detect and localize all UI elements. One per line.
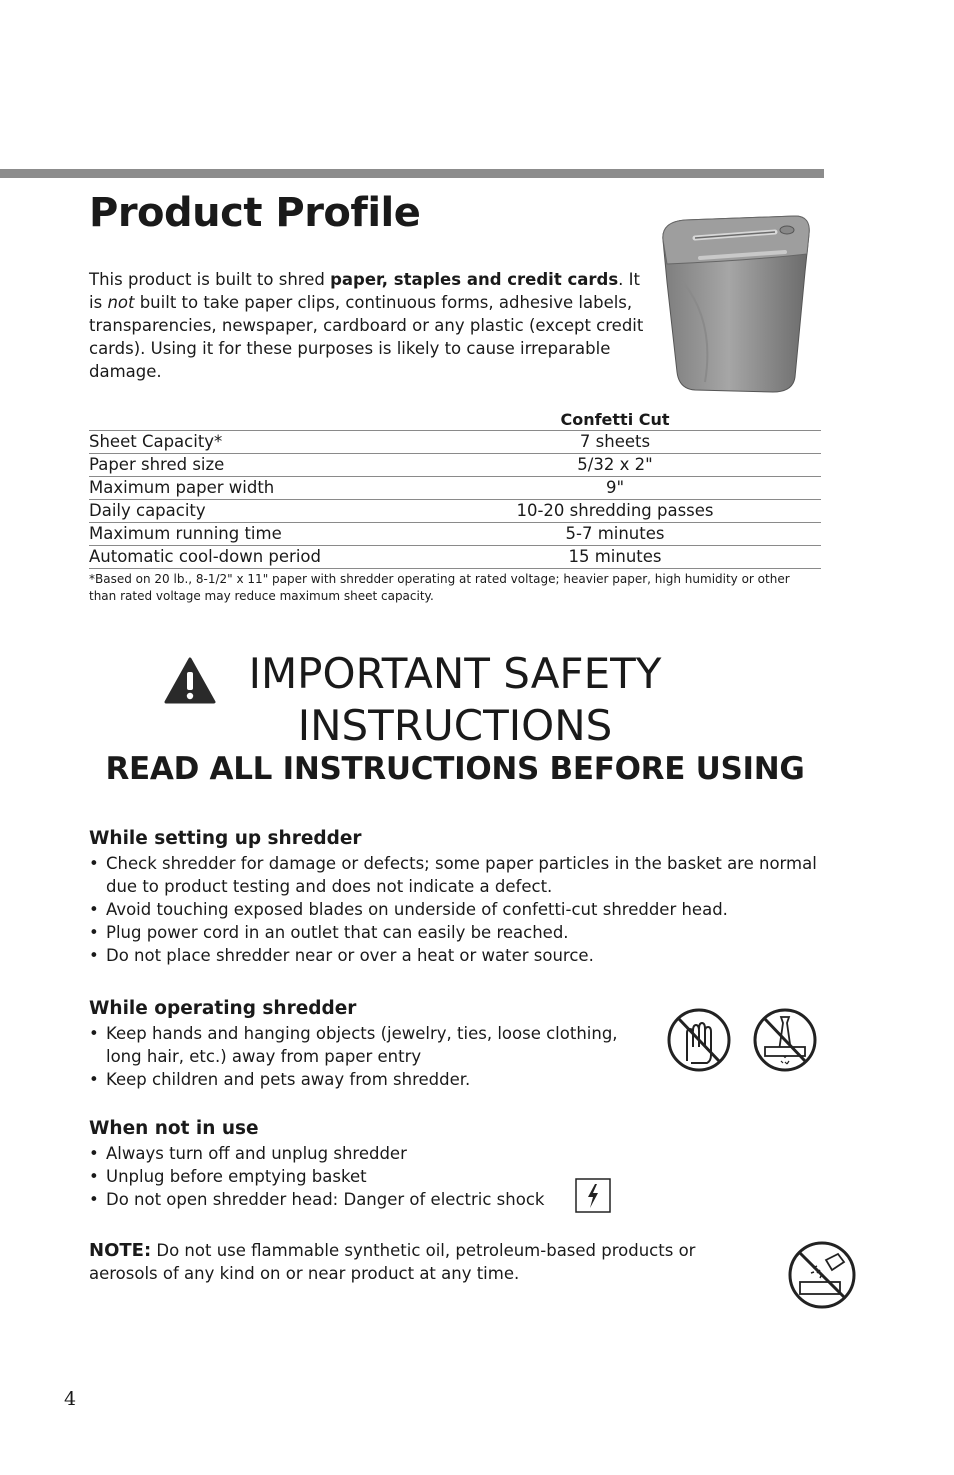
list-item: • Unplug before emptying basket bbox=[89, 1165, 569, 1188]
no-tie-icon bbox=[751, 1007, 819, 1073]
table-row bbox=[89, 500, 821, 523]
safety-subtitle: READ ALL INSTRUCTIONS BEFORE USING bbox=[105, 751, 805, 787]
spec-label: Maximum running time bbox=[89, 523, 409, 546]
list-item: • Do not place shredder near or over a heat or water source. bbox=[89, 944, 824, 967]
specs-column-header: Confetti Cut bbox=[560, 409, 670, 429]
note-paragraph: NOTE: Do not use flammable synthetic oil, petroleum-based products or aerosols of any kind on or near product at any time. bbox=[89, 1240, 696, 1283]
no-hands-icon bbox=[665, 1007, 733, 1073]
operating-list bbox=[89, 1022, 619, 1091]
header-rule bbox=[0, 169, 824, 178]
not-in-use-list bbox=[89, 1142, 569, 1211]
spec-label: Maximum paper width bbox=[89, 477, 409, 500]
spec-value: 9" bbox=[409, 477, 821, 500]
section-heading-not-in-use: When not in use bbox=[89, 1118, 259, 1139]
table-row bbox=[89, 523, 821, 546]
spec-value: 7 sheets bbox=[409, 431, 821, 454]
list-item: • Do not open shredder head: Danger of electric shock bbox=[89, 1188, 569, 1211]
spec-label: Automatic cool-down period bbox=[89, 546, 409, 569]
spec-value: 5-7 minutes bbox=[409, 523, 821, 546]
list-item: • Keep hands and hanging objects (jewelry, ties, loose clothing, long hair, etc.) away from paper entry bbox=[89, 1022, 619, 1068]
electric-shock-icon bbox=[575, 1178, 611, 1213]
specs-table bbox=[89, 408, 821, 569]
intro-paragraph: This product is built to shred paper, staples and credit cards. It is not built to take paper clips, continuous forms, adhesive labels, transparencies, newspaper, cardboard or any plastic (except credit cards). Using it for these purposes is likely to cause irreparable damage. bbox=[89, 270, 644, 381]
spec-label: Daily capacity bbox=[89, 500, 409, 523]
list-item: • Keep children and pets away from shredder. bbox=[89, 1068, 619, 1091]
table-row bbox=[89, 477, 821, 500]
page-number: 4 bbox=[64, 1388, 77, 1410]
safety-title: IMPORTANT SAFETY INSTRUCTIONS bbox=[248, 649, 662, 750]
section-heading-operating: While operating shredder bbox=[89, 998, 357, 1019]
page-title: Product Profile bbox=[89, 190, 421, 236]
table-row bbox=[89, 546, 821, 569]
shredder-product-image bbox=[655, 212, 815, 397]
list-item: • Check shredder for damage or defects; some paper particles in the basket are normal due to product testing and does not indicate a defect. bbox=[89, 852, 824, 898]
spec-value: 15 minutes bbox=[409, 546, 821, 569]
list-item: • Plug power cord in an outlet that can easily be reached. bbox=[89, 921, 824, 944]
list-item: • Avoid touching exposed blades on underside of confetti-cut shredder head. bbox=[89, 898, 824, 921]
no-aerosol-icon bbox=[786, 1240, 858, 1310]
specs-footnote: *Based on 20 lb., 8-1/2" x 11" paper with shredder operating at rated voltage; heavier paper, high humidity or other than rated voltage may reduce maximum sheet capacity. bbox=[89, 572, 790, 603]
setup-list bbox=[89, 852, 824, 967]
list-item: • Always turn off and unplug shredder bbox=[89, 1142, 569, 1165]
spec-value: 5/32 x 2" bbox=[409, 454, 821, 477]
spec-label: Sheet Capacity* bbox=[89, 431, 409, 454]
spec-label: Paper shred size bbox=[89, 454, 409, 477]
section-heading-setup: While setting up shredder bbox=[89, 828, 362, 849]
spec-value: 10-20 shredding passes bbox=[409, 500, 821, 523]
table-row bbox=[89, 454, 821, 477]
table-row bbox=[89, 431, 821, 454]
